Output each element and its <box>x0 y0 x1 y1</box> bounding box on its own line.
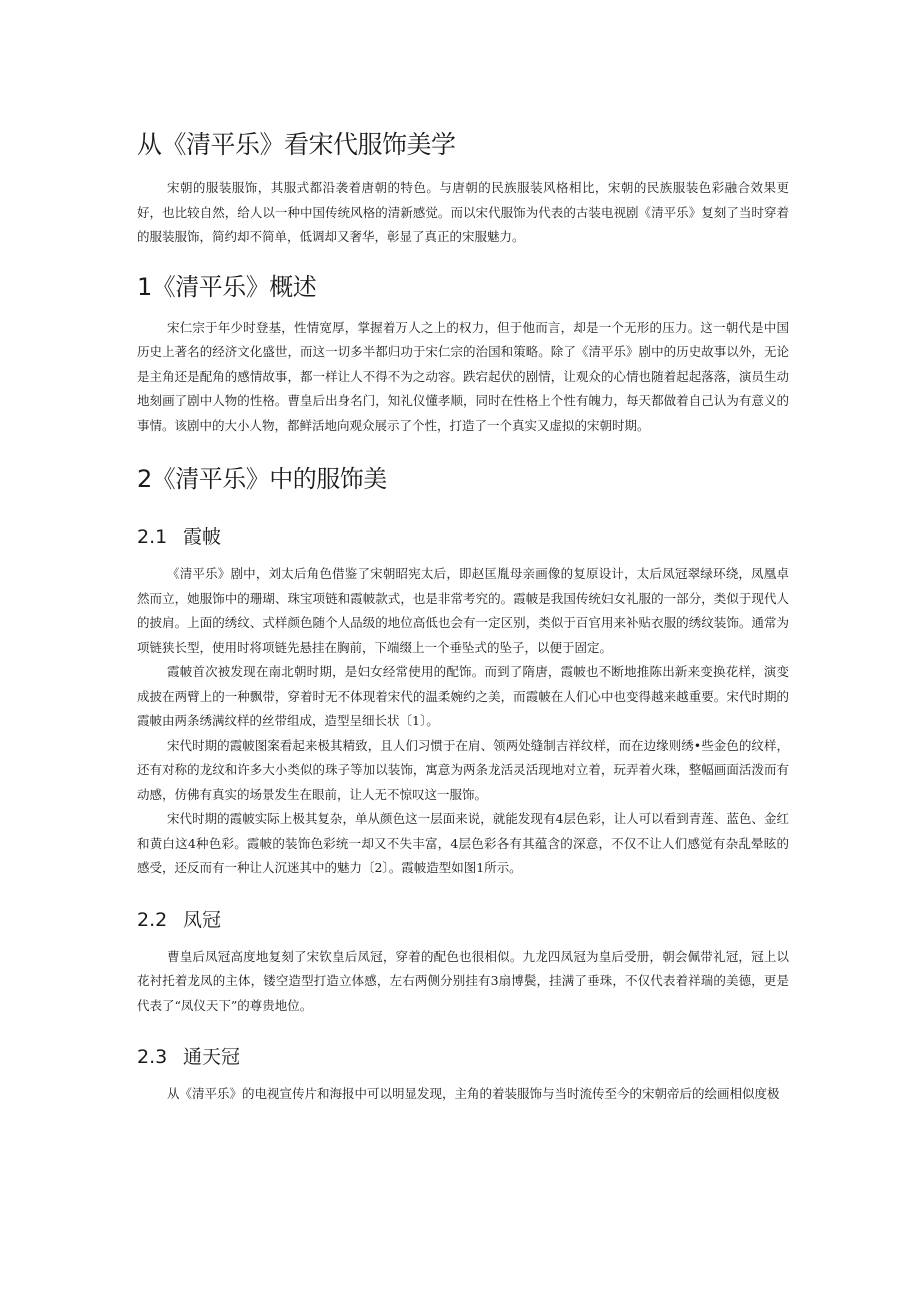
subsection-2-2-paragraph: 曹皇后凤冠高度地复刻了宋钦皇后凤冠，穿着的配色也很相似。九龙四凤冠为皇后受册，朝会佩带礼冠，冠上以花衬托着龙凤的主体，镂空造型打造立体感，左右两侧分别挂有3扇博鬓，挂满了垂珠，不仅代表着祥瑞的美德，更是代表了“凤仪天下”的尊贵地位。 <box>137 948 789 1013</box>
subsection-2-1-paragraph: 霞帔首次被发现在南北朝时期，是妇女经常使用的配饰。而到了隋唐，霞帔也不断地推陈出新来变换花样，演变成披在两臂上的一种飘带，穿着时无不体现着宋代的温柔婉约之美，而霞帔在人们心中也变得越来越重要。宋代时期的霞帔由两条绣满纹样的丝带组成，造型呈细长状〔1〕。 <box>137 664 789 728</box>
subsection-2-1-heading <box>137 524 789 550</box>
subsection-title: 霞帔 <box>183 526 222 548</box>
intro-paragraph: 宋朝的服装服饰，其服式都沿袭着唐朝的特色。与唐朝的民族服装风格相比，宋朝的民族服装色彩融合效果更好，也比较自然，给人以一种中国传统风格的清新感觉。而以宋代服饰为代表的古装电视剧《清平乐》复刻了当时穿着的服装服饰，简约却不简单，低调却又奢华，彰显了真正的宋服魅力。 <box>137 180 789 244</box>
subsection-title: 通天冠 <box>183 1046 241 1068</box>
subsection-number: 2.1 <box>137 526 168 548</box>
section-2-heading: 2《清平乐》中的服饰美 <box>137 465 387 493</box>
subsection-2-1-paragraph: 宋代时期的霞帔实际上极其复杂，单从颜色这一层面来说，就能发现有4层色彩，让人可以看到青莲、蓝色、金红和黄白这4种色彩。霞帔的装饰色彩统一却又不失丰富，4层色彩各有其蕴含的深意，不仅不让人们感觉有杂乱晕眩的感受，还反而有一种让人沉迷其中的魅力〔2〕。霞帔造型如图1所示。 <box>137 811 789 875</box>
subsection-2-3-paragraph: 从《清平乐》的电视宣传片和海报中可以明显发现，主角的着装服饰与当时流传至今的宋朝帝后的绘画相似度极 <box>167 1086 780 1101</box>
document-title: 从《清平乐》看宋代服饰美学 <box>137 130 456 159</box>
subsection-2-3-heading <box>137 1044 789 1070</box>
subsection-2-1-paragraph: 宋代时期的霞帔图案看起来极其精致，且人们习惯于在肩、领两处缝制吉祥纹样，而在边缘则绣•些金色的纹样，还有对称的龙纹和许多大小类似的珠子等加以装饰，寓意为两条龙活灵活现地对立着，玩弄着火珠，整幅画面活泼而有动感，仿佛有真实的场景发生在眼前，让人无不惊叹这一服饰。 <box>137 737 789 802</box>
section-1-heading: 1《清平乐》概述 <box>137 272 317 301</box>
section-1-paragraph: 宋仁宗于年少时登基，性情宽厚，掌握着万人之上的权力，但于他而言，却是一个无形的压力。这一朝代是中国历史上著名的经济文化盛世，而这一切多半都归功于宋仁宗的治国和策略。除了《清平乐》剧中的历史故事以外，无论是主角还是配角的感情故事，都一样让人不得不为之动容。跌宕起伏的剧情，让观众的心情也随着起起落落，演员生动地刻画了剧中人物的性格。曹皇后出身名门，知礼仪懂孝顺，同时在性格上个性有魄力，每天都做着自己认为有意义的事情。该剧中的大小人物，都鲜活地向观众展示了个性，打造了一个真实又虚拟的宋朝时期。 <box>137 319 789 433</box>
subsection-2-2-heading <box>137 907 789 933</box>
subsection-title: 凤冠 <box>183 908 222 931</box>
subsection-2-1-paragraph: 《清平乐》剧中，刘太后角色借鉴了宋朝昭宪太后，即赵匡胤母亲画像的复原设计，太后凤冠翠绿环绕，凤凰卓然而立，她服饰中的珊瑚、珠宝项链和霞帔款式，也是非常考究的。霞帔是我国传统妇女礼服的一部分，类似于现代人的披肩。上面的绣纹、式样颜色随个人品级的地位高低也会有一定区别，类似于百官用来补贴衣服的绣纹装饰。通常为项链狭长型，使用时将项链先悬挂在胸前，下端缀上一个垂坠式的坠子，以便于固定。 <box>137 566 789 655</box>
document-page <box>137 120 789 1107</box>
subsection-number: 2.3 <box>137 1046 168 1068</box>
subsection-number: 2.2 <box>137 908 168 931</box>
